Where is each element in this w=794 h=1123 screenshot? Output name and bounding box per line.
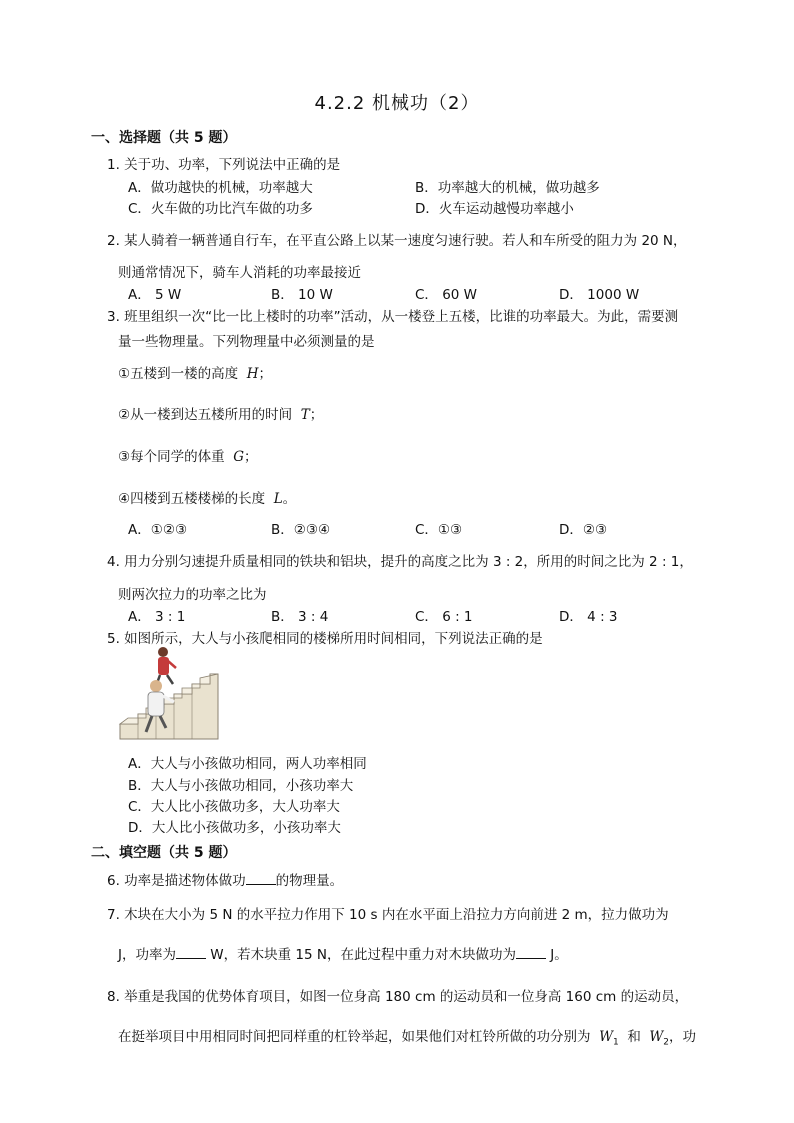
q4-stem-line1: 4. 用力分别匀速提升质量相同的铁块和铝块，提升的高度之比为 3 : 2，所用的时间之比为 2 : 1， [107, 554, 693, 570]
q2-stem-line1: 2. 某人骑着一辆普通自行车，在平直公路上以某一速度匀速行驶。若人和车所受的阻力为 20 N， [107, 233, 687, 249]
q8-and: 和 [627, 1029, 641, 1045]
q2-stem-line2: 则通常情况下，骑车人消耗的功率最接近 [118, 265, 361, 281]
q7-line1: 7. 木块在大小为 5 N 的水平拉力作用下 10 s 内在水平面上沿拉力方向前进 2 m，拉力做功为 [107, 907, 669, 923]
q8-line2 [118, 1025, 696, 1048]
q3-item-1-variable: H [246, 366, 259, 382]
q5-option-b: B．大人与小孩做功相同，小孩功率大 [128, 778, 354, 794]
q4-stem-line2: 则两次拉力的功率之比为 [118, 587, 267, 603]
q2-option-c: C． 60 W [415, 287, 478, 303]
q1-option-d: D．火车运动越慢功率越小 [415, 201, 574, 217]
q7-text-c: J。 [550, 947, 568, 963]
q3-item-4: ④四楼到五楼楼梯的长度 L。 [118, 491, 297, 507]
q8-w1: W [599, 1029, 613, 1045]
q3-stem-line2: 量一些物理量。下列物理量中必须测量的是 [118, 334, 375, 350]
q3-option-a: A．①②③ [128, 522, 188, 538]
q8-text: 在挺举项目中用相同时间把同样重的杠铃举起，如果他们对杠铃所做的功分别为 [118, 1029, 591, 1045]
q7-text-b: W，若木块重 15 N，在此过程中重力对木块做功为 [210, 947, 516, 963]
q3-option-b: B．②③④ [271, 522, 331, 538]
q3-stem-line1: 3. 班里组织一次“比一比上楼时的功率”活动，从一楼登上五楼，比谁的功率最大。为此，需要测 [107, 309, 679, 325]
q5-stem: 5. 如图所示，大人与小孩爬相同的楼梯所用时间相同，下列说法正确的是 [107, 631, 543, 647]
q4-option-b: B． 3 : 4 [271, 609, 329, 625]
section-heading-choice: 一、选择题（共 5 题） [91, 130, 237, 146]
q8-w1-subscript: 1 [612, 1037, 619, 1048]
q1-option-a: A．做功越快的机械，功率越大 [128, 180, 313, 196]
q8-w2-subscript: 2 [663, 1037, 670, 1048]
q4-option-a: A． 3 : 1 [128, 609, 186, 625]
q2-option-d: D． 1000 W [559, 287, 640, 303]
q6-answer-blank[interactable] [246, 872, 276, 885]
q3-item-3-variable: G [233, 449, 244, 465]
q7-power-blank[interactable] [176, 946, 206, 959]
q3-item-3-text: ③每个同学的体重 [118, 449, 225, 465]
q3-option-c: C．①③ [415, 522, 463, 538]
q3-item-2-variable: T [300, 407, 310, 423]
section-heading-fill-in: 二、填空题（共 5 题） [91, 845, 237, 861]
q3-item-4-text: ④四楼到五楼楼梯的长度 [118, 491, 266, 507]
q4-option-d: D． 4 : 3 [559, 609, 618, 625]
q2-option-a: A． 5 W [128, 287, 182, 303]
q5-option-c: C．大人比小孩做功多，大人功率大 [128, 799, 340, 815]
q3-item-4-variable: L [273, 491, 283, 507]
q3-item-2: ②从一楼到达五楼所用的时间 T； [118, 407, 324, 423]
q1-option-c: C．火车做的功比汽车做的功多 [128, 201, 313, 217]
q2-option-b: B． 10 W [271, 287, 333, 303]
page-title: 4.2.2 机械功（2） [314, 93, 480, 114]
q6-line [107, 869, 343, 889]
q8-tail: ，功 [669, 1029, 697, 1045]
q1-option-b: B．功率越大的机械，做功越多 [415, 180, 600, 196]
q4-option-c: C． 6 : 1 [415, 609, 473, 625]
q6-text-after: 的物理量。 [275, 873, 344, 889]
stairs-climbing-illustration [118, 644, 220, 744]
q5-option-a: A．大人与小孩做功相同，两人功率相同 [128, 756, 367, 772]
q7-line2 [118, 943, 568, 963]
q3-option-d: D．②③ [559, 522, 608, 538]
q5-option-d: D．大人比小孩做功多，小孩功率大 [128, 820, 341, 836]
q8-line1: 8. 举重是我国的优势体育项目，如图一位身高 180 cm 的运动员和一位身高 160 cm 的运动员， [107, 989, 689, 1005]
q1-stem: 1. 关于功、功率，下列说法中正确的是 [107, 157, 341, 173]
q3-item-3: ③每个同学的体重 G； [118, 449, 258, 465]
q6-text-before: 6. 功率是描述物体做功 [107, 873, 246, 889]
q3-item-1-text: ①五楼到一楼的高度 [118, 366, 239, 382]
q8-w2: W [649, 1029, 664, 1045]
q3-item-2-text: ②从一楼到达五楼所用的时间 [118, 407, 293, 423]
q7-text-a: J，功率为 [118, 947, 176, 963]
q3-item-1: ①五楼到一楼的高度 H； [118, 366, 272, 382]
q7-gravity-work-blank[interactable] [516, 946, 546, 959]
